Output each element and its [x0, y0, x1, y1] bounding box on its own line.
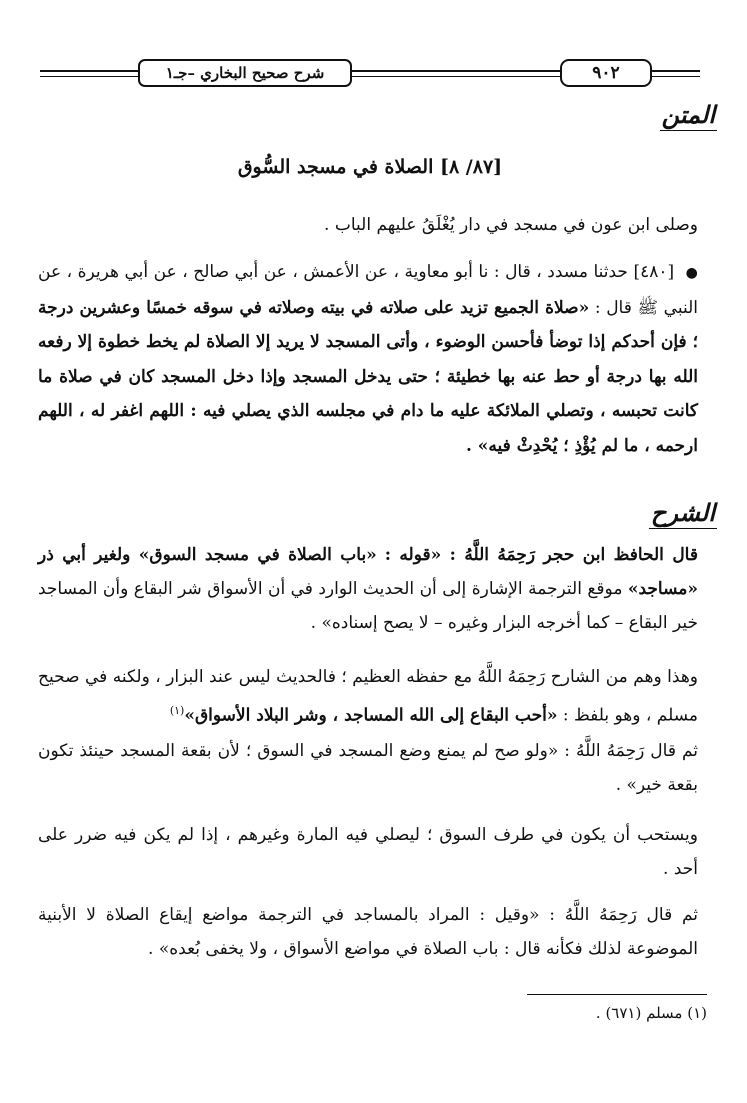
- sharh-paragraph-5: ثم قال رَحِمَهُ اللَّهُ : «وقيل : المراد بالمساجد في الترجمة مواضع إيقاع الصلاة لا الأبنية الموضوعة لذلك فكأنه قال : باب الصلاة في مواضع الأسواق ، ولا يخفى بُعده» .: [38, 905, 698, 959]
- bullet-icon: ●: [685, 265, 699, 281]
- header-rule: [40, 76, 138, 77]
- sharh-label: الشرح: [650, 498, 715, 527]
- book-title: شرح صحيح البخاري –جـ١: [138, 59, 352, 87]
- hadith-paragraph: [38, 255, 698, 463]
- header-rule: [352, 70, 560, 72]
- matn-intro: وصلى ابن عون في مسجد في دار يُغْلَقُ عليهم الباب .: [324, 215, 698, 235]
- hadith-number: [٤٨٠]: [633, 262, 675, 282]
- sharh-intro: قال الحافظ ابن حجر رَحِمَهُ اللَّهُ : «قوله :: [384, 545, 698, 565]
- sharh-rest: موقع الترجمة الإشارة إلى أن الحديث الوارد في أن الأسواق شر البقاع وأن المساجد خير البقاع – كما أخرجه البزار وغيره – لا يصح إسناده» .: [38, 579, 698, 633]
- sharh-quote: «باب الصلاة في مسجد السوق» ولغير أبي ذر «مساجد»: [38, 545, 698, 599]
- sharh-paragraph-1: [38, 538, 698, 640]
- sharh-paragraph-2: [38, 660, 698, 733]
- sharh-quote: «أحب البقاع إلى الله المساجد ، وشر البلاد الأسواق»: [184, 705, 558, 726]
- footnote-ref: (١): [169, 704, 185, 717]
- sharh-paragraph-3: ثم قال رَحِمَهُ اللَّهُ : «ولو صح لم يمنع وضع المسجد في السوق ؛ لأن بقعة المسجد حينئذ تكون بقعة خير» .: [38, 741, 698, 795]
- header-rule: [652, 70, 700, 72]
- hadith-chain: حدثنا مسدد ، قال : نا أبو معاوية ، عن الأعمش ، عن أبي صالح ، عن أبي هريرة ، عن النبي ﷺ قال :: [38, 262, 699, 318]
- header-rule: [652, 76, 700, 77]
- sharh-text: وهذا وهم من الشارح رَحِمَهُ اللَّهُ مع حفظه العظيم ؛ فالحديث ليس عند البزار ، ولكنه في صحيح مسلم ، وهو بلفظ :: [38, 667, 698, 726]
- running-header: [40, 56, 700, 96]
- sharh-paragraph-4: ويستحب أن يكون في طرف السوق ؛ ليصلي فيه المارة وغيرهم ، إذا لم يكن فيه ضرر على أحد .: [38, 825, 698, 879]
- header-rule: [352, 76, 560, 77]
- footnote: (١) مسلم (٦٧١) .: [595, 1004, 707, 1022]
- chapter-title: [٨٧/ ٨] الصلاة في مسجد السُّوق: [237, 156, 503, 178]
- header-rule: [40, 70, 138, 72]
- hadith-text: «صلاة الجميع تزيد على صلاته في بيته وصلاته في سوقه خمسًا وعشرين درجة ؛ فإن أحدكم إذا توضأ فأحسن الوضوء ، وأتى المسجد لا يريد إلا الصلاة لم يخط خطوة إلا رفعه الله بها درجة أو حط عنه بها خطيئة ؛ حتى يدخل المسجد وإذا دخل المسجد كان في صلاة ما كانت تحبسه ، وتصلي الملائكة عليه ما دام في مجلسه الذي يصلي فيه : اللهم اغفر له ، اللهم ارحمه ، ما لم يُؤْذِ ؛ يُحْدِثْ فيه» .: [38, 297, 698, 456]
- page-number: ٩٠٢: [560, 59, 652, 87]
- matn-label: المتن: [661, 100, 715, 129]
- footnote-divider: [527, 994, 707, 995]
